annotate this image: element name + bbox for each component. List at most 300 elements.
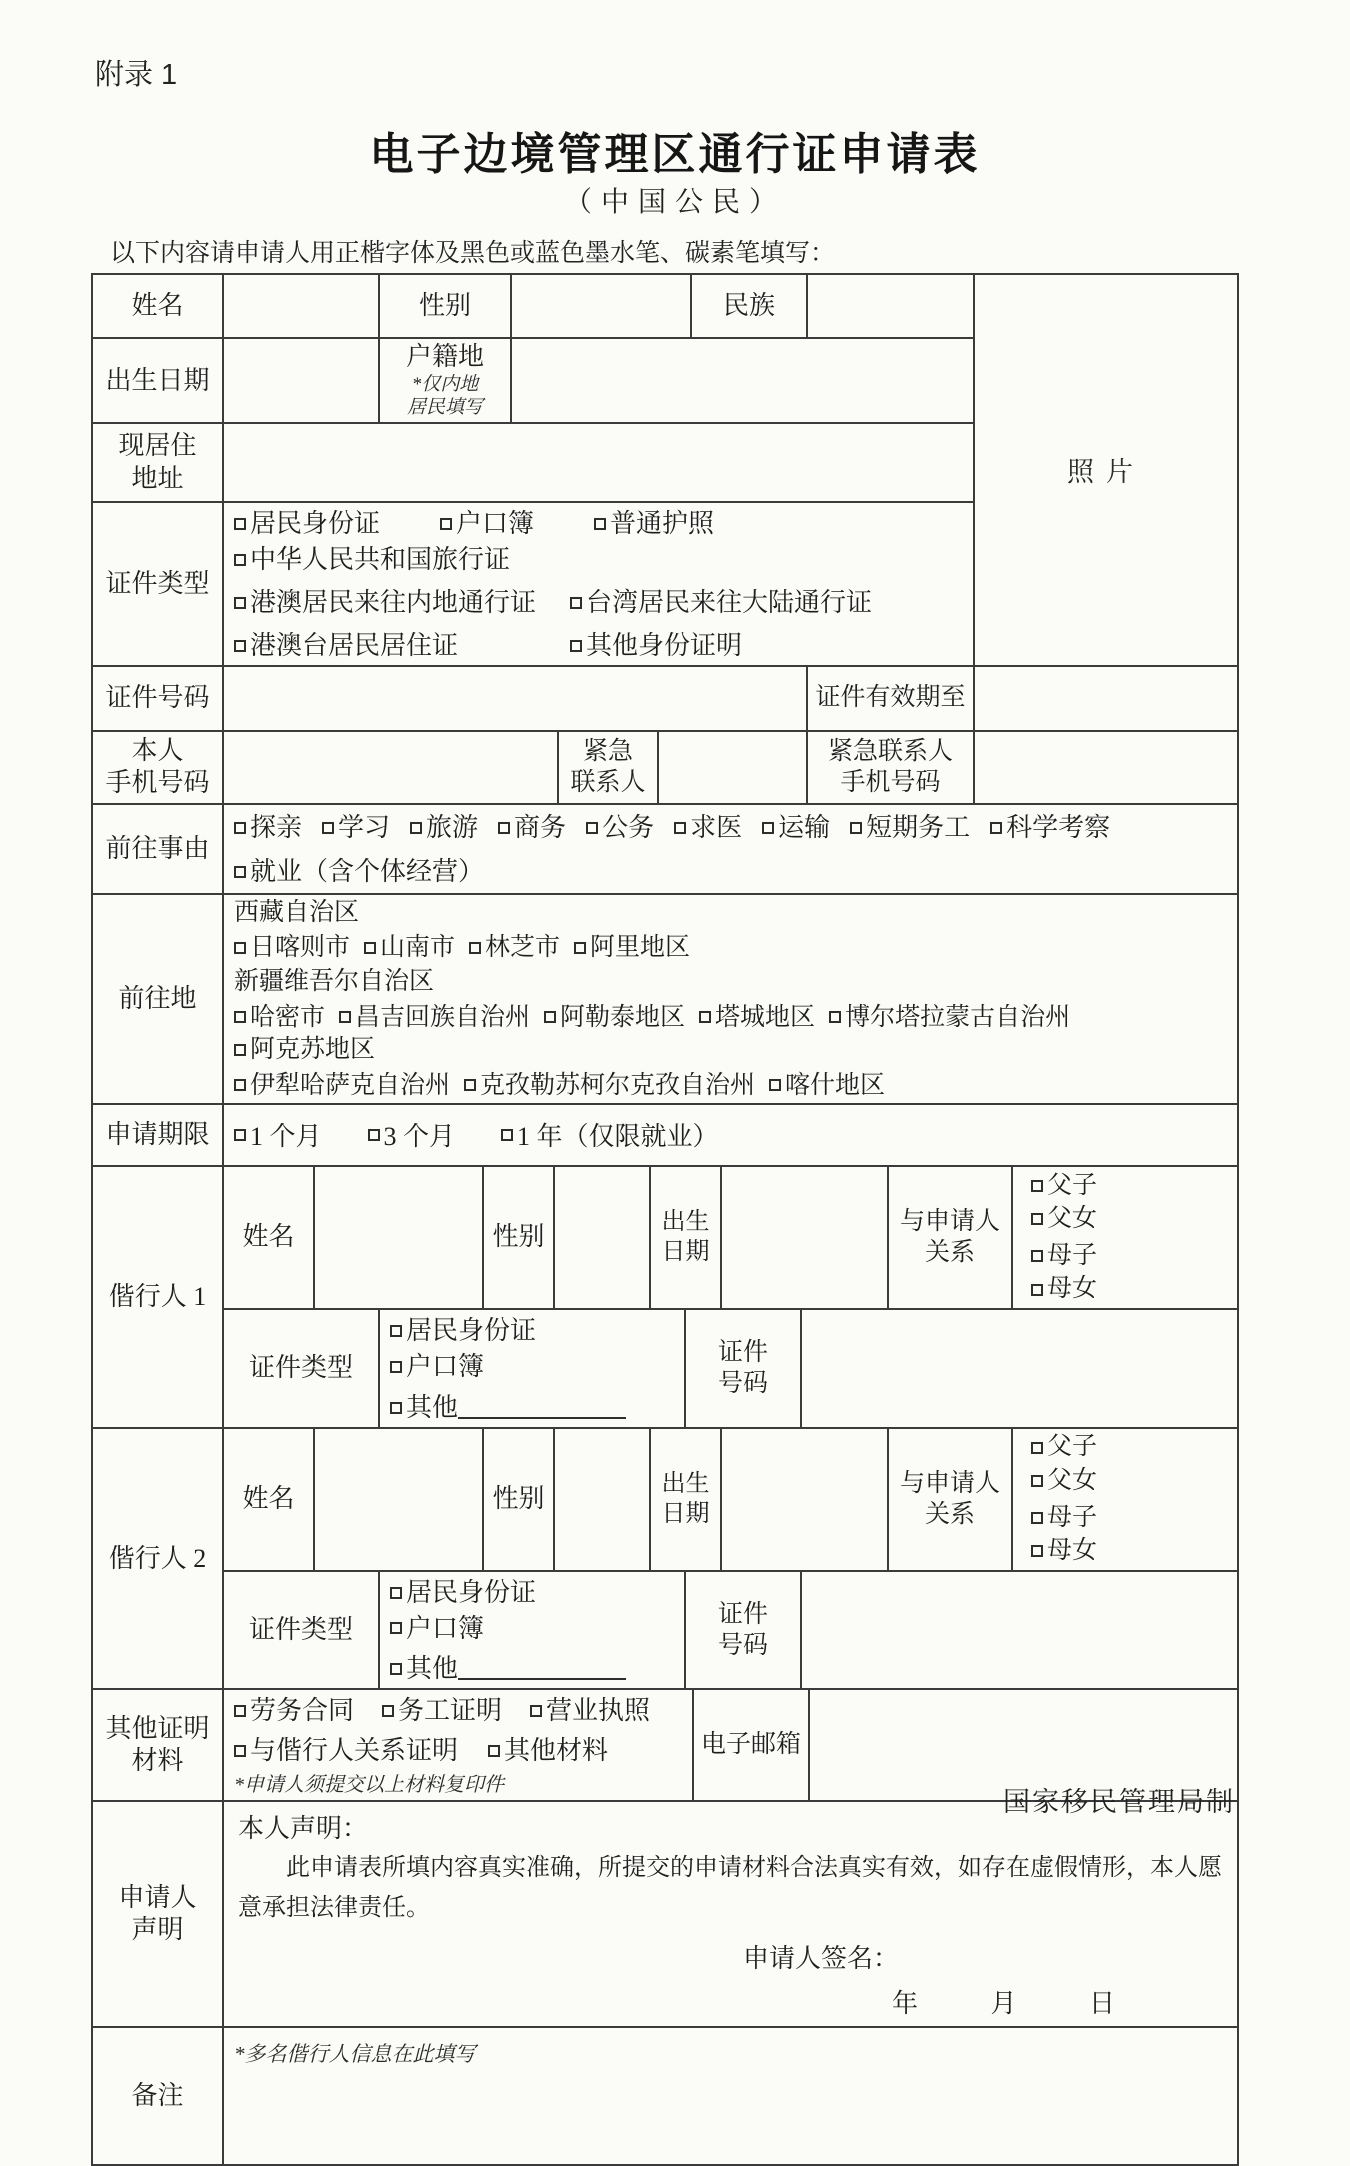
checkbox-option[interactable]: [498, 811, 566, 845]
checkbox-option[interactable]: [570, 586, 872, 620]
companion1-gender-label: 性别: [483, 1166, 554, 1309]
checkbox-label: 商务: [514, 813, 567, 843]
cert-no-label: 证件号码: [92, 666, 223, 731]
checkbox-icon[interactable]: [234, 1705, 246, 1717]
companion1-relation-line1: [1031, 1169, 1227, 1236]
checkbox-label: 父女: [1047, 1204, 1098, 1232]
checkbox-option[interactable]: [234, 1694, 354, 1728]
companion1-cert-no-input-cell[interactable]: [801, 1309, 1238, 1428]
checkbox-option[interactable]: [469, 932, 560, 963]
checkbox-label: 母女: [1047, 1275, 1098, 1303]
checkbox-icon[interactable]: [762, 822, 774, 834]
form-title: 电子边境管理区通行证申请表: [369, 130, 981, 179]
checkbox-label: 父子: [1047, 1171, 1098, 1199]
checkbox-option[interactable]: [1031, 1240, 1097, 1273]
checkbox-icon[interactable]: [234, 1011, 246, 1023]
companion1-cert-no-label-line1: 证件: [717, 1338, 768, 1366]
cert-no-band: [91, 665, 1239, 732]
companion2-cert-no-label: [685, 1571, 801, 1690]
checkbox-option[interactable]: [1031, 1465, 1097, 1498]
checkbox-icon[interactable]: [339, 1011, 351, 1023]
checkbox-icon[interactable]: [498, 822, 510, 834]
checkbox-option[interactable]: [1031, 1535, 1097, 1568]
cert-no-row: [92, 666, 1238, 731]
checkbox-label: 港澳台居民居住证: [250, 631, 459, 661]
checkbox-option[interactable]: [501, 1116, 719, 1153]
companion2-gender-input-cell[interactable]: [554, 1428, 650, 1571]
checkbox-option[interactable]: [574, 932, 690, 963]
checkbox-option[interactable]: [699, 1002, 815, 1033]
companion1-relation-line2: [1031, 1239, 1227, 1306]
checkbox-icon[interactable]: [1031, 1180, 1043, 1192]
phone-input-cell[interactable]: [223, 731, 558, 804]
destination-region1: 西藏自治区: [234, 898, 360, 926]
checkbox-option[interactable]: [234, 855, 484, 889]
checkbox-label: 居民身份证: [406, 1315, 537, 1345]
materials-label-line2: 材料: [131, 1746, 184, 1776]
checkbox-option[interactable]: [410, 811, 478, 845]
identity-band: [91, 273, 1239, 667]
companion1-cert-no-label-line2: 号码: [717, 1370, 768, 1398]
cert-no-input-cell[interactable]: [223, 666, 807, 731]
birth-date-input-cell[interactable]: [223, 338, 379, 423]
emergency-contact-label: [558, 731, 658, 804]
checkbox-option[interactable]: [390, 1576, 536, 1610]
cert-type-options-cell: [223, 502, 974, 666]
companion2-cert-other-label: 其他: [406, 1654, 459, 1684]
declaration-heading: 本人声明：: [238, 1814, 369, 1844]
companion2-relation-label: [888, 1428, 1012, 1571]
gender-label: 性别: [379, 274, 511, 338]
checkbox-label: 居民身份证: [406, 1577, 537, 1607]
checkbox-icon[interactable]: [769, 1079, 781, 1091]
checkbox-option[interactable]: [850, 811, 970, 845]
emergency-contact-label-line2: 联系人: [570, 769, 646, 797]
checkbox-label: 林芝市: [485, 934, 561, 962]
companion1-birth-label-line2: 日期: [661, 1239, 710, 1266]
materials-options-line1: [234, 1692, 682, 1728]
destination-label: 前往地: [92, 894, 223, 1104]
companion2-birth-label-line2: 日期: [661, 1501, 710, 1528]
companion1-cert-options-cell: [379, 1309, 685, 1428]
declaration-label: [92, 1801, 223, 2027]
companion2-relation-label-line1: 与申请人: [899, 1469, 1000, 1497]
phone-band: [91, 730, 1239, 805]
materials-options-line2: [234, 1732, 682, 1768]
companion2-birth-label-line1: 出生: [661, 1471, 710, 1498]
checkbox-label: 克孜勒苏柯尔克孜自治州: [480, 1071, 756, 1099]
destination-region2: 新疆维吾尔自治区: [234, 968, 435, 996]
companion1-cert-options: [390, 1312, 674, 1384]
gender-input-cell[interactable]: [511, 274, 691, 338]
declaration-band: [91, 1800, 1239, 2028]
checkbox-option[interactable]: [1031, 1502, 1097, 1535]
checkbox-label: 日喀则市: [250, 934, 351, 962]
checkbox-option[interactable]: [570, 629, 742, 663]
hukou-note-line2: 居民填写: [406, 397, 483, 419]
checkbox-label: 台湾居民来往大陆通行证: [586, 588, 873, 618]
checkbox-option[interactable]: [1031, 1203, 1097, 1236]
checkbox-icon[interactable]: [390, 1622, 402, 1634]
destination-options-cell: [223, 894, 1238, 1104]
companion2-relation-label-line2: 关系: [924, 1501, 975, 1529]
checkbox-label: 学习: [338, 813, 391, 843]
companion2-birth-input-cell[interactable]: [721, 1428, 888, 1571]
cert-type-options-line3: [234, 627, 963, 663]
cert-expiry-input-cell[interactable]: [974, 666, 1238, 731]
date-day-label: 日: [1088, 1989, 1115, 2019]
remarks-label: 备注: [92, 2027, 223, 2165]
validity-row: [92, 1104, 1238, 1166]
companion1-relation-label-line1: 与申请人: [899, 1208, 1000, 1236]
checkbox-icon[interactable]: [390, 1587, 402, 1599]
checkbox-label: 短期务工: [866, 813, 971, 843]
checkbox-icon[interactable]: [1031, 1442, 1043, 1454]
issuing-authority: 国家移民管理局制: [1003, 1787, 1235, 1817]
checkbox-icon[interactable]: [234, 866, 246, 878]
email-label: 电子邮箱: [693, 1689, 809, 1801]
checkbox-option[interactable]: [769, 1070, 885, 1101]
date-year-label: 年: [891, 1989, 918, 2019]
checkbox-icon[interactable]: [1031, 1213, 1043, 1225]
checkbox-label: 母女: [1047, 1537, 1098, 1565]
declaration-row: [92, 1801, 1238, 2027]
checkbox-label: 公务: [602, 813, 655, 843]
checkbox-option[interactable]: [390, 1350, 484, 1384]
checkbox-label: 母子: [1047, 1503, 1098, 1531]
checkbox-icon[interactable]: [390, 1663, 402, 1675]
checkbox-icon[interactable]: [674, 822, 686, 834]
companion1-info-row: [92, 1166, 1238, 1309]
companion2-cert-options: [390, 1574, 674, 1646]
photo-box[interactable]: [974, 274, 1238, 666]
checkbox-option[interactable]: [488, 1734, 608, 1768]
name-label: 姓名: [92, 274, 223, 338]
ethnicity-label: 民族: [691, 274, 807, 338]
checkbox-icon[interactable]: [382, 1705, 394, 1717]
checkbox-option[interactable]: [234, 1116, 322, 1153]
checkbox-label: 户口簿: [406, 1613, 485, 1643]
destination-region2-options-line1: [234, 1000, 1227, 1065]
checkbox-label: 昌吉回族自治州: [355, 1003, 531, 1031]
phone-row: [92, 731, 1238, 804]
checkbox-label: 山南市: [380, 934, 456, 962]
emergency-phone-label: [807, 731, 974, 804]
checkbox-option[interactable]: [382, 1694, 502, 1728]
companion1-label: 偕行人 1: [92, 1166, 223, 1428]
checkbox-option[interactable]: [390, 1314, 536, 1348]
checkbox-label: 博尔塔拉蒙古自治州: [845, 1003, 1071, 1031]
checkbox-label: 阿勒泰地区: [560, 1003, 686, 1031]
checkbox-label: 喀什地区: [785, 1071, 886, 1099]
checkbox-option[interactable]: [594, 507, 714, 541]
checkbox-icon[interactable]: [1031, 1545, 1043, 1557]
checkbox-icon[interactable]: [390, 1402, 402, 1414]
checkbox-label: 父女: [1047, 1466, 1098, 1494]
checkbox-icon[interactable]: [322, 822, 334, 834]
birth-date-label: 出生日期: [92, 338, 223, 423]
companion1-cert-other-label: 其他: [406, 1392, 459, 1422]
companion1-gender-input-cell[interactable]: [554, 1166, 650, 1309]
address-label: [92, 423, 223, 502]
checkbox-label: 阿克苏地区: [250, 1036, 376, 1064]
checkbox-option[interactable]: [234, 932, 350, 963]
name-row: [92, 274, 1238, 338]
checkbox-icon[interactable]: [699, 1011, 711, 1023]
companion1-name-label: 姓名: [223, 1166, 314, 1309]
checkbox-icon[interactable]: [1031, 1284, 1043, 1296]
checkbox-option[interactable]: [1031, 1431, 1097, 1464]
companion1-band: [91, 1165, 1239, 1429]
companion2-relation-line2: [1031, 1501, 1227, 1568]
destination-band: [91, 893, 1239, 1105]
destination-region1-options: [234, 931, 1227, 964]
checkbox-option[interactable]: [234, 629, 570, 663]
purpose-options-line1: [234, 809, 1227, 845]
declaration-label-line1: 申请人: [118, 1882, 197, 1912]
emergency-phone-label-line2: 手机号码: [840, 769, 941, 797]
hukou-label-cell: [379, 338, 511, 423]
checkbox-icon[interactable]: [234, 518, 246, 530]
purpose-band: [91, 803, 1239, 895]
remarks-row: [92, 2027, 1238, 2165]
declaration-content-cell: [223, 1801, 1238, 2027]
checkbox-label: 户口簿: [456, 509, 535, 539]
fill-instruction: 以下内容请申请人用正楷字体及黑色或蓝色墨水笔、碳素笔填写：: [110, 240, 836, 267]
checkbox-label: 科学考察: [1006, 813, 1111, 843]
destination-row: [92, 894, 1238, 1104]
emergency-contact-label-line1: 紧急: [582, 738, 633, 766]
checkbox-icon[interactable]: [1031, 1250, 1043, 1262]
checkbox-option[interactable]: [440, 507, 534, 541]
emergency-contact-input-cell[interactable]: [658, 731, 807, 804]
checkbox-label: 就业（含个体经营）: [250, 856, 485, 886]
checkbox-label: 阿里地区: [590, 934, 691, 962]
checkbox-icon[interactable]: [570, 640, 582, 652]
checkbox-option[interactable]: [990, 811, 1110, 845]
checkbox-option[interactable]: [364, 932, 455, 963]
checkbox-icon[interactable]: [469, 942, 481, 954]
checkbox-option[interactable]: [530, 1694, 650, 1728]
checkbox-icon[interactable]: [234, 1745, 246, 1757]
checkbox-icon[interactable]: [594, 518, 606, 530]
checkbox-option[interactable]: [1031, 1170, 1097, 1203]
companion1-cert-no-label: [685, 1309, 801, 1428]
checkbox-icon[interactable]: [410, 822, 422, 834]
checkbox-option[interactable]: [586, 811, 654, 845]
checkbox-label: 探亲: [250, 813, 303, 843]
companion1-name-input-cell[interactable]: [314, 1166, 483, 1309]
checkbox-option[interactable]: [234, 1734, 458, 1768]
checkbox-icon[interactable]: [574, 942, 586, 954]
companion2-birth-label: [650, 1428, 721, 1571]
checkbox-option[interactable]: [464, 1070, 755, 1101]
address-label-line2: 地址: [131, 463, 184, 493]
companion1-cert-other-option[interactable]: [390, 1389, 674, 1425]
companion2-cert-type-label: 证件类型: [223, 1571, 379, 1690]
companion2-cert-no-label-line2: 号码: [717, 1631, 768, 1659]
checkbox-label: 求医: [690, 813, 743, 843]
checkbox-label: 与偕行人关系证明: [250, 1736, 459, 1766]
validity-band: [91, 1103, 1239, 1167]
companion2-cert-row: [92, 1571, 1238, 1690]
declaration-label-line2: 声明: [131, 1915, 184, 1945]
emergency-phone-input-cell[interactable]: [974, 731, 1238, 804]
checkbox-icon[interactable]: [586, 822, 598, 834]
checkbox-icon[interactable]: [234, 1079, 246, 1091]
signature-label[interactable]: 申请人签名：: [742, 1944, 899, 1974]
checkbox-icon[interactable]: [234, 1044, 246, 1056]
remarks-content-cell[interactable]: [223, 2027, 1238, 2165]
purpose-row: [92, 804, 1238, 894]
checkbox-icon[interactable]: [530, 1705, 542, 1717]
cert-type-options-line2: [234, 584, 963, 620]
checkbox-label: 塔城地区: [715, 1003, 816, 1031]
checkbox-option[interactable]: [390, 1612, 484, 1646]
checkbox-label: 务工证明: [398, 1696, 503, 1726]
checkbox-label: 营业执照: [546, 1696, 651, 1726]
phone-label-line1: 本人: [131, 735, 184, 765]
checkbox-label: 伊犁哈萨克自治州: [250, 1071, 451, 1099]
checkbox-option[interactable]: [829, 1002, 1070, 1033]
companion1-cert-other-blank[interactable]: [458, 1397, 626, 1419]
hukou-input-cell[interactable]: [511, 338, 974, 423]
emergency-phone-label-line1: 紧急联系人: [827, 738, 953, 766]
appendix-label: 附录 1: [95, 59, 178, 91]
checkbox-option[interactable]: [234, 1002, 325, 1033]
checkbox-icon[interactable]: [1031, 1475, 1043, 1487]
companion2-relation-options-cell: [1012, 1428, 1238, 1571]
name-input-cell[interactable]: [223, 274, 379, 338]
photo-label: 照片: [1067, 457, 1145, 488]
checkbox-icon[interactable]: [234, 554, 246, 566]
ethnicity-input-cell[interactable]: [807, 274, 974, 338]
application-form-table: [91, 273, 1237, 2166]
checkbox-icon[interactable]: [364, 942, 376, 954]
checkbox-option[interactable]: [1031, 1273, 1097, 1306]
checkbox-label: 旅游: [426, 813, 479, 843]
checkbox-label: 运输: [778, 813, 831, 843]
companion2-cert-other-blank[interactable]: [458, 1658, 626, 1680]
checkbox-icon[interactable]: [1031, 1512, 1043, 1524]
cert-type-options-line1: [234, 505, 963, 577]
checkbox-icon[interactable]: [440, 518, 452, 530]
checkbox-icon[interactable]: [829, 1011, 841, 1023]
address-input-cell[interactable]: [223, 423, 974, 502]
checkbox-option[interactable]: [674, 811, 742, 845]
purpose-label: 前往事由: [92, 804, 223, 894]
validity-label: 申请期限: [92, 1104, 223, 1166]
companion1-cert-row: [92, 1309, 1238, 1428]
checkbox-icon[interactable]: [234, 942, 246, 954]
remarks-band: [91, 2026, 1239, 2166]
cert-expiry-label: 证件有效期至: [807, 666, 974, 731]
checkbox-icon[interactable]: [234, 640, 246, 652]
checkbox-icon[interactable]: [501, 1129, 513, 1141]
materials-label-line1: 其他证明: [105, 1713, 210, 1743]
checkbox-icon[interactable]: [544, 1011, 556, 1023]
checkbox-label: 居民身份证: [250, 509, 381, 539]
checkbox-icon[interactable]: [234, 822, 246, 834]
companion2-cert-no-input-cell[interactable]: [801, 1571, 1238, 1690]
checkbox-label: 1 个月: [250, 1122, 322, 1152]
purpose-options-line2: [234, 853, 1227, 889]
companion2-gender-label: 性别: [483, 1428, 554, 1571]
checkbox-label: 3 个月: [383, 1122, 456, 1152]
cert-type-label: 证件类型: [92, 502, 223, 666]
date-month-label: 月: [990, 1989, 1017, 2019]
checkbox-label: 港澳居民来往内地通行证: [250, 588, 537, 618]
checkbox-label: 其他身份证明: [586, 631, 743, 661]
checkbox-label: 户口簿: [406, 1351, 485, 1381]
checkbox-option[interactable]: [762, 811, 830, 845]
signature-date-line[interactable]: [238, 1983, 1223, 2020]
checkbox-label: 中华人民共和国旅行证: [250, 545, 511, 575]
checkbox-label: 1 年（仅限就业）: [517, 1122, 719, 1152]
form-subtitle: （中国公民）: [563, 187, 786, 218]
checkbox-icon[interactable]: [570, 597, 582, 609]
checkbox-icon[interactable]: [234, 597, 246, 609]
checkbox-option[interactable]: [322, 811, 390, 845]
companion1-birth-label: [650, 1166, 721, 1309]
checkbox-label: 普通护照: [610, 509, 715, 539]
address-label-line1: 现居住: [118, 431, 197, 461]
purpose-options-cell: [223, 804, 1238, 894]
checkbox-option[interactable]: [234, 543, 510, 577]
checkbox-option[interactable]: [368, 1116, 456, 1153]
companion1-relation-label: [888, 1166, 1012, 1309]
companion2-name-input-cell[interactable]: [314, 1428, 483, 1571]
companion2-cert-options-cell: [379, 1571, 685, 1690]
remarks-note: *多名偕行人信息在此填写: [234, 2042, 476, 2067]
checkbox-icon[interactable]: [234, 1129, 246, 1141]
checkbox-icon[interactable]: [990, 822, 1002, 834]
checkbox-icon[interactable]: [464, 1079, 476, 1091]
checkbox-option[interactable]: [234, 1034, 375, 1065]
hukou-label: 户籍地: [405, 342, 484, 371]
declaration-body: 此申请表所填内容真实准确，所提交的申请材料合法真实有效，如存在虚假情形，本人愿意承担法律责任。: [238, 1855, 1222, 1922]
phone-label-line2: 手机号码: [105, 768, 210, 798]
checkbox-option[interactable]: [234, 1070, 450, 1101]
checkbox-option[interactable]: [544, 1002, 685, 1033]
companion1-relation-options-cell: [1012, 1166, 1238, 1309]
checkbox-option[interactable]: [234, 507, 380, 541]
checkbox-icon[interactable]: [390, 1361, 402, 1373]
checkbox-label: 哈密市: [250, 1003, 326, 1031]
companion1-birth-input-cell[interactable]: [721, 1166, 888, 1309]
validity-options-cell: [223, 1104, 1238, 1166]
checkbox-label: 母子: [1047, 1242, 1098, 1270]
checkbox-icon[interactable]: [850, 822, 862, 834]
companion2-label: 偕行人 2: [92, 1428, 223, 1690]
checkbox-option[interactable]: [234, 811, 302, 845]
checkbox-icon[interactable]: [488, 1745, 500, 1757]
checkbox-option[interactable]: [234, 586, 570, 620]
companion2-cert-no-label-line1: 证件: [717, 1600, 768, 1628]
materials-note: *申请人须提交以上材料复印件: [234, 1774, 504, 1797]
checkbox-icon[interactable]: [390, 1325, 402, 1337]
companion1-relation-label-line2: 关系: [924, 1239, 975, 1267]
companion2-cert-other-option[interactable]: [390, 1650, 674, 1686]
checkbox-label: 其他材料: [504, 1736, 609, 1766]
companion2-relation-line1: [1031, 1431, 1227, 1498]
hukou-note-line1: *仅内地: [411, 373, 479, 395]
checkbox-label: 父子: [1047, 1433, 1098, 1461]
checkbox-option[interactable]: [339, 1002, 530, 1033]
checkbox-icon[interactable]: [368, 1129, 380, 1141]
checkbox-label: 劳务合同: [250, 1696, 355, 1726]
companion1-cert-type-label: 证件类型: [223, 1309, 379, 1428]
